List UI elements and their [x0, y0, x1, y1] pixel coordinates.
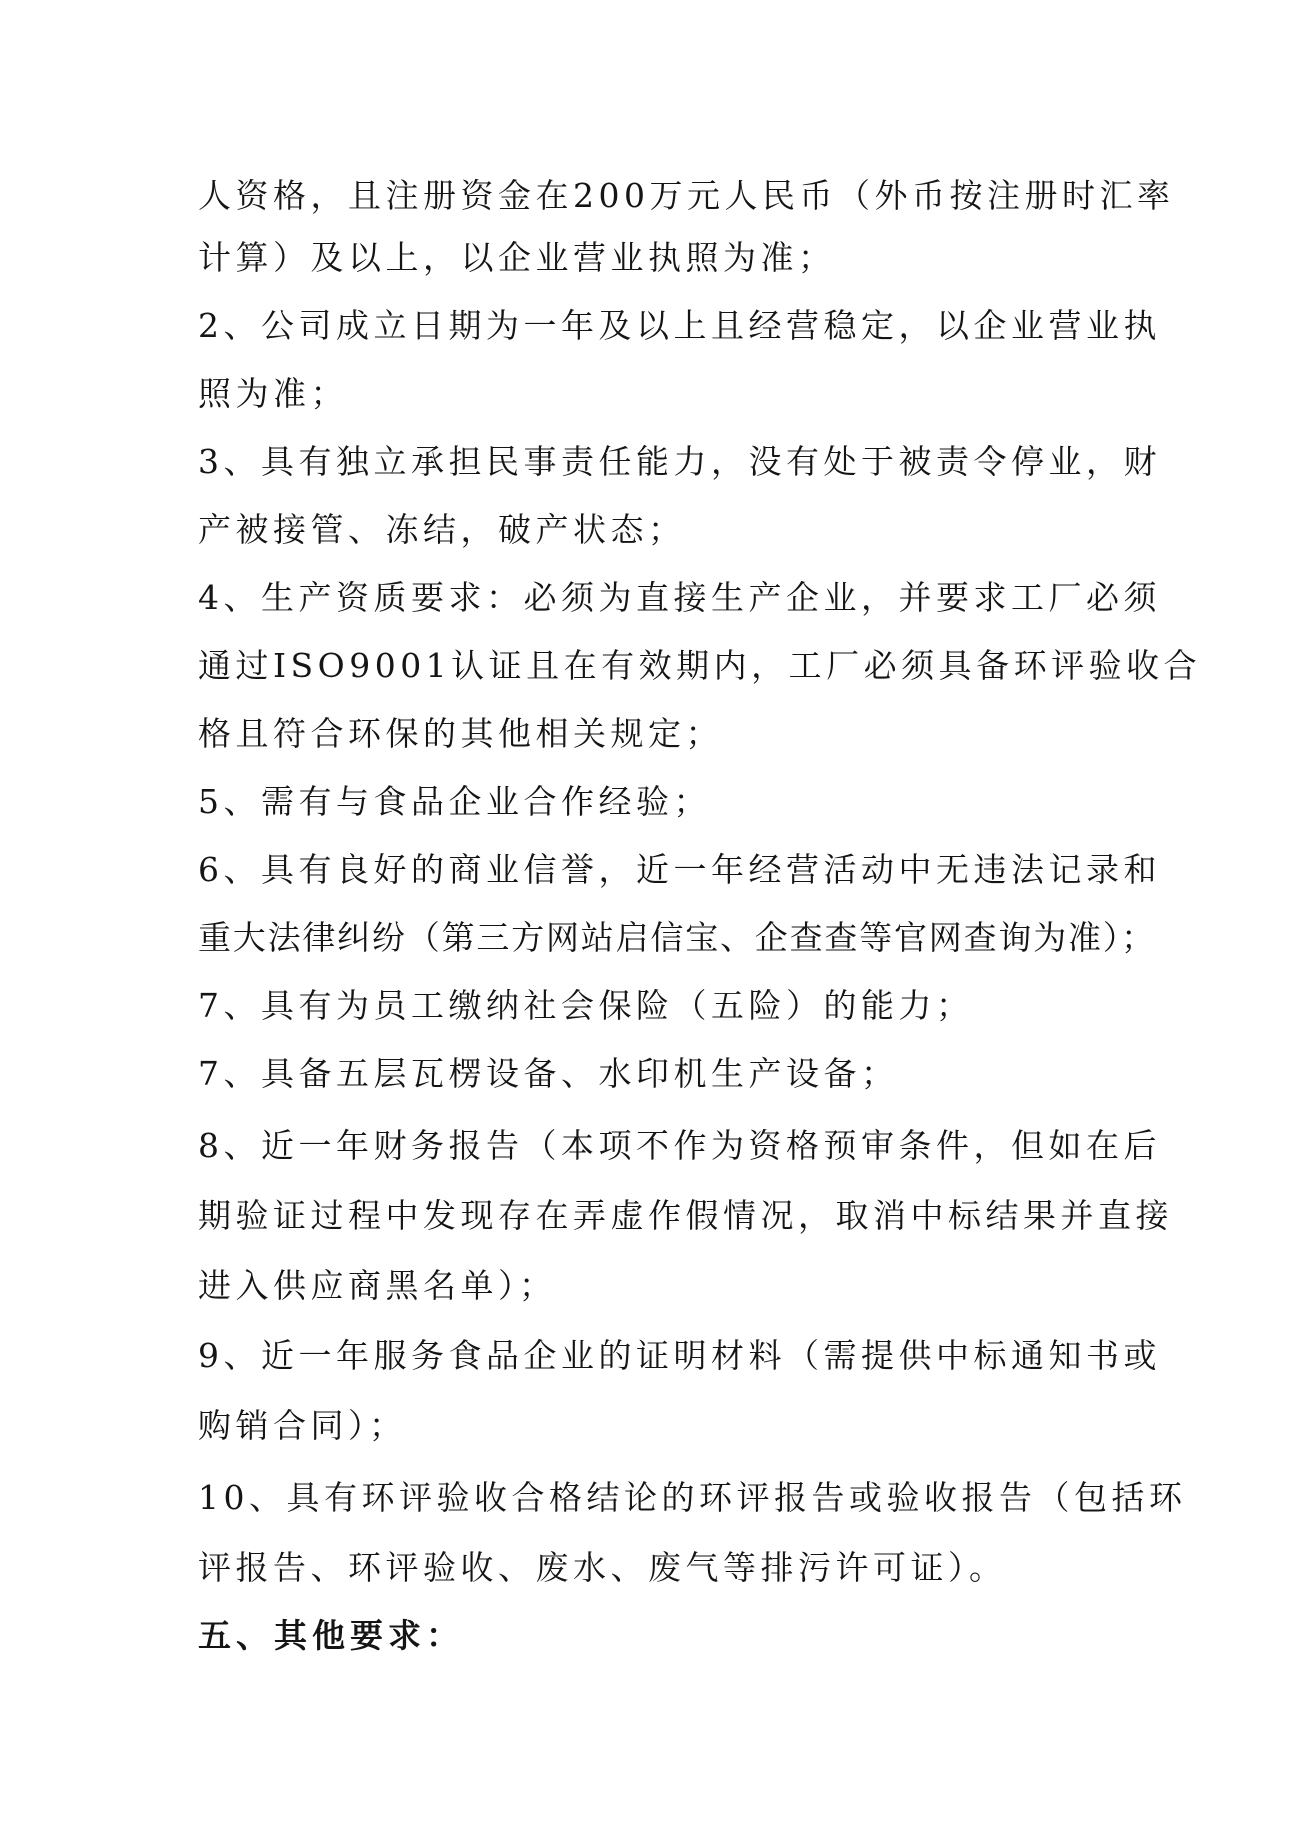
text-line: 格且符合环保的其他相关规定；	[198, 714, 723, 753]
text-line: 4、生产资质要求：必须为直接生产企业，并要求工厂必须	[198, 578, 1161, 617]
text-line: 通过ISO9001认证且在有效期内，工厂必须具备环评验收合	[198, 646, 1202, 685]
text-line: 8、近一年财务报告（本项不作为资格预审条件，但如在后	[198, 1126, 1161, 1165]
text-line: 购销合同）；	[198, 1406, 407, 1445]
text-line: 9、近一年服务食品企业的证明材料（需提供中标通知书或	[198, 1336, 1161, 1375]
text-line: 7、具备五层瓦楞设备、水印机生产设备；	[198, 1054, 899, 1093]
text-line: 计算）及以上，以企业营业执照为准；	[198, 238, 836, 277]
text-line: 照为准；	[198, 374, 348, 413]
text-line: 5、需有与食品企业合作经验；	[198, 782, 711, 821]
text-line: 产被接管、冻结，破产状态；	[198, 510, 686, 549]
text-line: 2、公司成立日期为一年及以上且经营稳定，以企业营业执	[198, 306, 1161, 345]
text-line: 人资格，且注册资金在200万元人民币（外币按注册时汇率	[198, 176, 1175, 215]
text-line: 期验证过程中发现存在弄虚作假情况，取消中标结果并直接	[198, 1196, 1173, 1235]
text-line: 10、具有环评验收合格结论的环评报告或验收报告（包括环	[198, 1478, 1187, 1517]
text-line: 进入供应商黑名单）；	[198, 1266, 557, 1305]
section-heading: 五、其他要求：	[198, 1616, 464, 1655]
text-line: 3、具有独立承担民事责任能力，没有处于被责令停业，财	[198, 442, 1161, 481]
text-line: 7、具有为员工缴纳社会保险（五险）的能力；	[198, 986, 974, 1025]
text-line: 评报告、环评验收、废水、废气等排污许可证）。	[198, 1548, 1007, 1587]
text-line: 6、具有良好的商业信誉，近一年经营活动中无违法记录和	[198, 850, 1161, 889]
text-line: 重大法律纠纷（第三方网站启信宝、企查查等官网查询为准）；	[198, 918, 1156, 957]
